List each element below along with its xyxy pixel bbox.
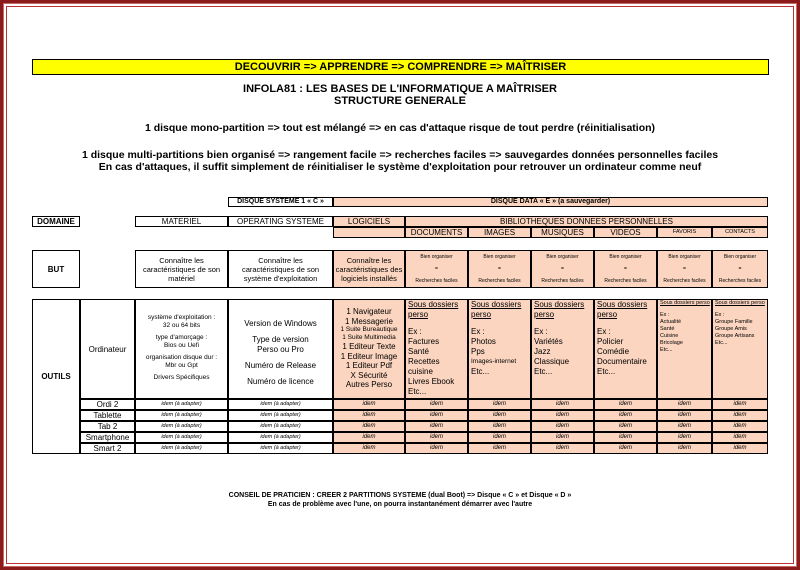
device-cell-logiciels: idem — [333, 421, 405, 432]
device-cell-favoris: idem — [657, 399, 712, 410]
device-cell-images: idem — [468, 399, 531, 410]
device-cell-musiques: idem — [531, 421, 594, 432]
device-cell-materiel: idem (à adapter) — [135, 399, 228, 410]
device-cell-contacts: idem — [712, 399, 768, 410]
but-logiciels: Connaître les caractéristiques des logiciels installés — [333, 250, 405, 288]
domaine-label: DOMAINE — [32, 216, 80, 227]
device-cell-musiques: idem — [531, 443, 594, 454]
biblio-header: BIBLIOTHEQUES DONNEES PERSONNELLES — [405, 216, 768, 227]
but-label: BUT — [32, 250, 80, 288]
main-title: INFOLA81 : LES BASES DE L'INFORMATIQUE A MAÎTRISER — [243, 83, 557, 95]
banner: DECOUVRIR => APPRENDRE => COMPRENDRE => MAÎTRISER — [32, 59, 769, 75]
device-label: Ordi 2 — [80, 399, 135, 410]
but-contacts: Bien organiser = Recherches faciles — [712, 250, 768, 288]
device-cell-musiques: idem — [531, 399, 594, 410]
but-materiel: Connaître les caractéristiques de son matériel — [135, 250, 228, 288]
disk-c-header: DISQUE SYSTEME 1 « C » — [228, 197, 333, 207]
ordinateur-os: Version de Windows Type de version Perso ou Pro Numéro de Release Numéro de licence — [228, 299, 333, 399]
device-cell-favoris: idem — [657, 443, 712, 454]
ordinateur-videos: Sous dossiers perso Ex : Policier Comédie Documentaire Etc... — [594, 299, 657, 399]
device-label: Smart 2 — [80, 443, 135, 454]
col-videos: VIDEOS — [594, 227, 657, 238]
device-cell-musiques: idem — [531, 410, 594, 421]
device-cell-musiques: idem — [531, 432, 594, 443]
device-cell-logiciels: idem — [333, 443, 405, 454]
ordinateur-contacts: Sous dossiers perso Ex : Groupe Famille Groupe Amis Groupe Artisans Etc... — [712, 299, 768, 399]
ordinateur-images: Sous dossiers perso Ex : Photos Pps Images-internet Etc... — [468, 299, 531, 399]
device-cell-favoris: idem — [657, 432, 712, 443]
footer-note: En cas de problème avec l'une, on pourra instantanément démarrer avec l'autre — [267, 501, 533, 508]
device-cell-images: idem — [468, 443, 531, 454]
but-videos: Bien organiser = Recherches faciles — [594, 250, 657, 288]
device-cell-os: idem (à adapter) — [228, 421, 333, 432]
ordinateur-materiel: système d'exploitation : 32 ou 64 bits type d'amorçage : Bios ou Uefi organisation disque dur : Mbr ou Gpt Drivers Spécifiques — [135, 299, 228, 399]
device-cell-favoris: idem — [657, 421, 712, 432]
device-cell-images: idem — [468, 421, 531, 432]
device-cell-favoris: idem — [657, 410, 712, 421]
device-cell-documents: idem — [405, 432, 468, 443]
device-cell-os: idem (à adapter) — [228, 399, 333, 410]
but-documents: Bien organiser = Recherches faciles — [405, 250, 468, 288]
col-musiques: MUSIQUES — [531, 227, 594, 238]
device-cell-contacts: idem — [712, 410, 768, 421]
col-documents: DOCUMENTS — [405, 227, 468, 238]
but-favoris: Bien organiser = Recherches faciles — [657, 250, 712, 288]
logiciels-sub-blank — [333, 227, 405, 238]
device-cell-videos: idem — [594, 432, 657, 443]
device-cell-images: idem — [468, 410, 531, 421]
device-cell-images: idem — [468, 432, 531, 443]
device-cell-videos: idem — [594, 421, 657, 432]
device-cell-materiel: idem (à adapter) — [135, 432, 228, 443]
ordinateur-logiciels: 1 Navigateur 1 Messagerie 1 Suite Bureautique 1 Suite Multimedia 1 Editeur Texte 1 Editeur Image 1 Editeur Pdf X Sécurité Autres Perso — [333, 299, 405, 399]
device-cell-logiciels: idem — [333, 432, 405, 443]
device-cell-logiciels: idem — [333, 410, 405, 421]
col-favoris: FAVORIS — [657, 227, 712, 238]
device-cell-documents: idem — [405, 399, 468, 410]
device-cell-documents: idem — [405, 421, 468, 432]
device-cell-videos: idem — [594, 443, 657, 454]
sub-title: STRUCTURE GENERALE — [333, 95, 466, 107]
device-label: Tab 2 — [80, 421, 135, 432]
device-cell-documents: idem — [405, 410, 468, 421]
ordinateur-label: Ordinateur — [80, 299, 135, 399]
multi-partition-line: 1 disque multi-partitions bien organisé => rangement facile => recherches faciles => sauvegardes données personnelles faciles — [81, 149, 719, 161]
device-cell-materiel: idem (à adapter) — [135, 443, 228, 454]
ordinateur-favoris: Sous dossiers perso Ex : Actualité Santé Cuisine Bricolage Etc... — [657, 299, 712, 399]
device-cell-documents: idem — [405, 443, 468, 454]
ordinateur-documents: Sous dossiers perso Ex : Factures Santé Recettes cuisine Livres Ebook Etc... — [405, 299, 468, 399]
col-images: IMAGES — [468, 227, 531, 238]
but-musiques: Bien organiser = Recherches faciles — [531, 250, 594, 288]
disk-e-header: DISQUE DATA « E » (a sauvegarder) — [333, 197, 768, 207]
device-cell-videos: idem — [594, 399, 657, 410]
device-cell-os: idem (à adapter) — [228, 410, 333, 421]
materiel-header: MATERIEL — [135, 216, 228, 227]
device-cell-videos: idem — [594, 410, 657, 421]
device-label: Smartphone — [80, 432, 135, 443]
ordinateur-musiques: Sous dossiers perso Ex : Variétés Jazz Classique Etc... — [531, 299, 594, 399]
device-label: Tablette — [80, 410, 135, 421]
device-cell-contacts: idem — [712, 432, 768, 443]
os-header: OPERATING SYSTEME — [228, 216, 333, 227]
device-cell-os: idem (à adapter) — [228, 432, 333, 443]
logiciels-header: LOGICIELS — [333, 216, 405, 227]
device-cell-os: idem (à adapter) — [228, 443, 333, 454]
mono-partition-line: 1 disque mono-partition => tout est mélangé => en cas d'attaque risque de tout perdre (réinitialisation) — [144, 122, 656, 134]
footer-advice: CONSEIL DE PRATICIEN : CREER 2 PARTITIONS SYSTEME (dual Boot) => Disque « C » et Disque « D » — [228, 492, 572, 499]
device-cell-contacts: idem — [712, 443, 768, 454]
device-cell-materiel: idem (à adapter) — [135, 410, 228, 421]
device-cell-materiel: idem (à adapter) — [135, 421, 228, 432]
device-cell-logiciels: idem — [333, 399, 405, 410]
reinit-line: En cas d'attaques, il suffit simplement de réinitialiser le système d'exploitation pour retrouver un ordinateur comme neuf — [98, 161, 702, 173]
col-contacts: CONTACTS — [712, 227, 768, 238]
but-images: Bien organiser = Recherches faciles — [468, 250, 531, 288]
device-cell-contacts: idem — [712, 421, 768, 432]
but-os: Connaître les caractéristiques de son système d'exploitation — [228, 250, 333, 288]
outils-label: OUTILS — [32, 299, 80, 454]
